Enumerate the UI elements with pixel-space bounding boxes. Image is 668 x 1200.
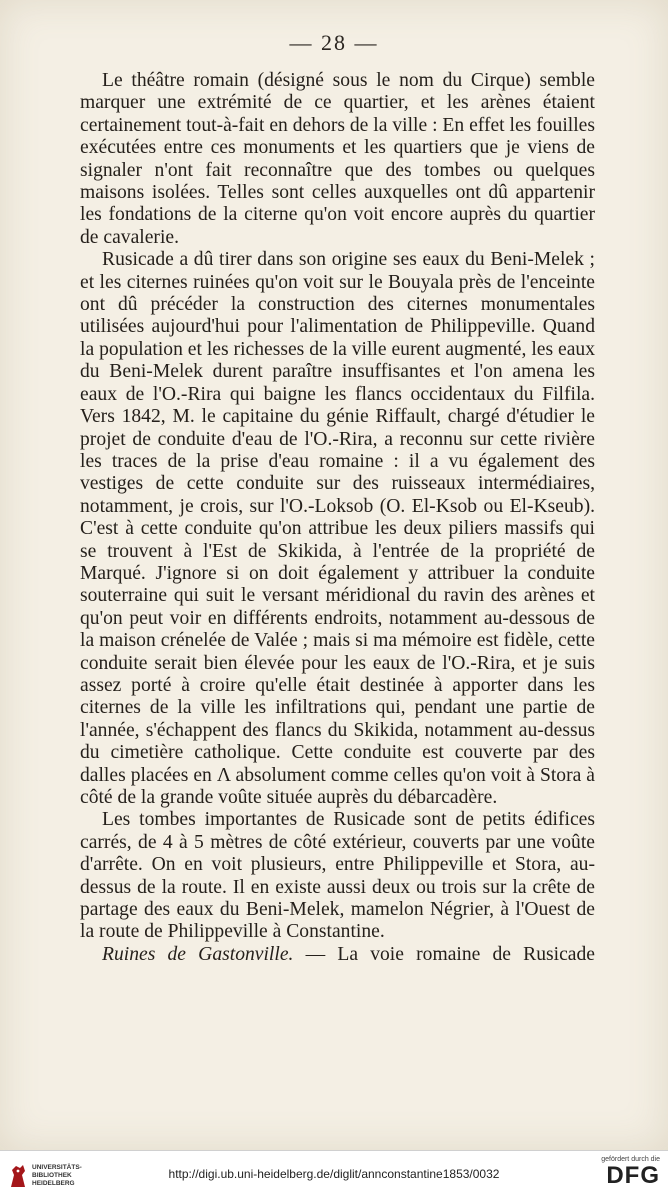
body-text	[80, 70, 595, 966]
paragraph-4	[80, 944, 595, 966]
section-text: — La voie romaine de Rusicade	[293, 943, 595, 965]
paragraph-2: Rusicade a dû tirer dans son origine ses eaux du Beni-Melek ; et les citernes ruinées qu'on voit sur le Bouyala près de l'enceinte ont dû précéder la construction des citernes monumentales utilisées aujourd'hui pour l'alimentation de Philippeville. Quand la population et les richesses de la ville eurent augmenté, les eaux du Beni-Melek durent paraître insuffisantes et l'on amena les eaux de l'O.-Rira qui baigne les flancs occidentaux du Filfila. Vers 1842, M. le capitaine du génie Riffault, chargé d'étudier le projet de conduite d'eau de l'O.-Rira, a reconnu sur cette rivière les traces de la prise d'eau romaine : il a vu également des vestiges de cette conduite sur des ruisseaux intermédiaires, notamment, je crois, sur l'O.-Loksob (O. El-Ksob ou El-Kseub). C'est à cette conduite qu'on attribue les deux piliers massifs qui se trouvent à l'Est de Skikida, à l'entrée de la propriété de Marqué. J'ignore si on doit également y attribuer la conduite souterraine qui suit le versant méridional du ravin des arènes et qu'on peut voir en différents endroits, notamment au-dessous de la maison crénelée de Valée ; mais si ma mémoire est fidèle, cette conduite serait bien élevée pour les eaux de l'O.-Rira, et je suis assez porté à croire qu'elle était destinée à apporter dans les citernes de la ville les infiltrations qui, pendant une partie de l'année, s'échappent des flancs du Skikida, notamment au-dessus du cimetière catholique. Cette conduite est couverte par des dalles placées en Λ absolument comme celles qu'on voit à Stora à côté de la grande voûte située auprès du débarcadère.	[80, 249, 595, 808]
dfg-wordmark: DFG	[606, 1162, 660, 1189]
paragraph-1: Le théâtre romain (désigné sous le nom du Cirque) semble marquer une extrémité de ce quartier, et les arènes étaient certainement tout-à-fait en dehors de la ville : En effet les fouilles exécutées entre ces monuments et les quartiers que je viens de signaler n'ont fait reconnaître que des tombes ou quelques maisons isolées. Telles sont celles auxquelles ont dû appartenir les fondations de la citerne qu'on voit encore auprès du quartier de cavalerie.	[80, 70, 595, 248]
funded-by-text: gefördert durch die	[601, 1156, 660, 1163]
permalink-url[interactable]: http://digi.ub.uni-heidelberg.de/diglit/annconstantine1853/0032	[168, 1167, 500, 1181]
viewer-footer	[0, 1150, 668, 1200]
library-name: UNIVERSITÄTS- BIBLIOTHEK HEIDELBERG	[32, 1164, 82, 1187]
dfg-logo[interactable]	[590, 1156, 660, 1189]
page-number: — 28 —	[289, 30, 379, 55]
paragraph-3: Les tombes importantes de Rusicade sont de petits édifices carrés, de 4 à 5 mètres de côté extérieur, couverts par une voûte d'arrête. On en voit plusieurs, entre Philippeville et Stora, au-dessus de la route. Il en existe aussi deux ou trois sur la crête de partage des eaux du Beni-Melek, mamelon Négrier, à l'Ouest de la route de Philippeville à Constantine.	[80, 809, 595, 943]
section-heading: Ruines de Gastonville.	[102, 943, 294, 965]
